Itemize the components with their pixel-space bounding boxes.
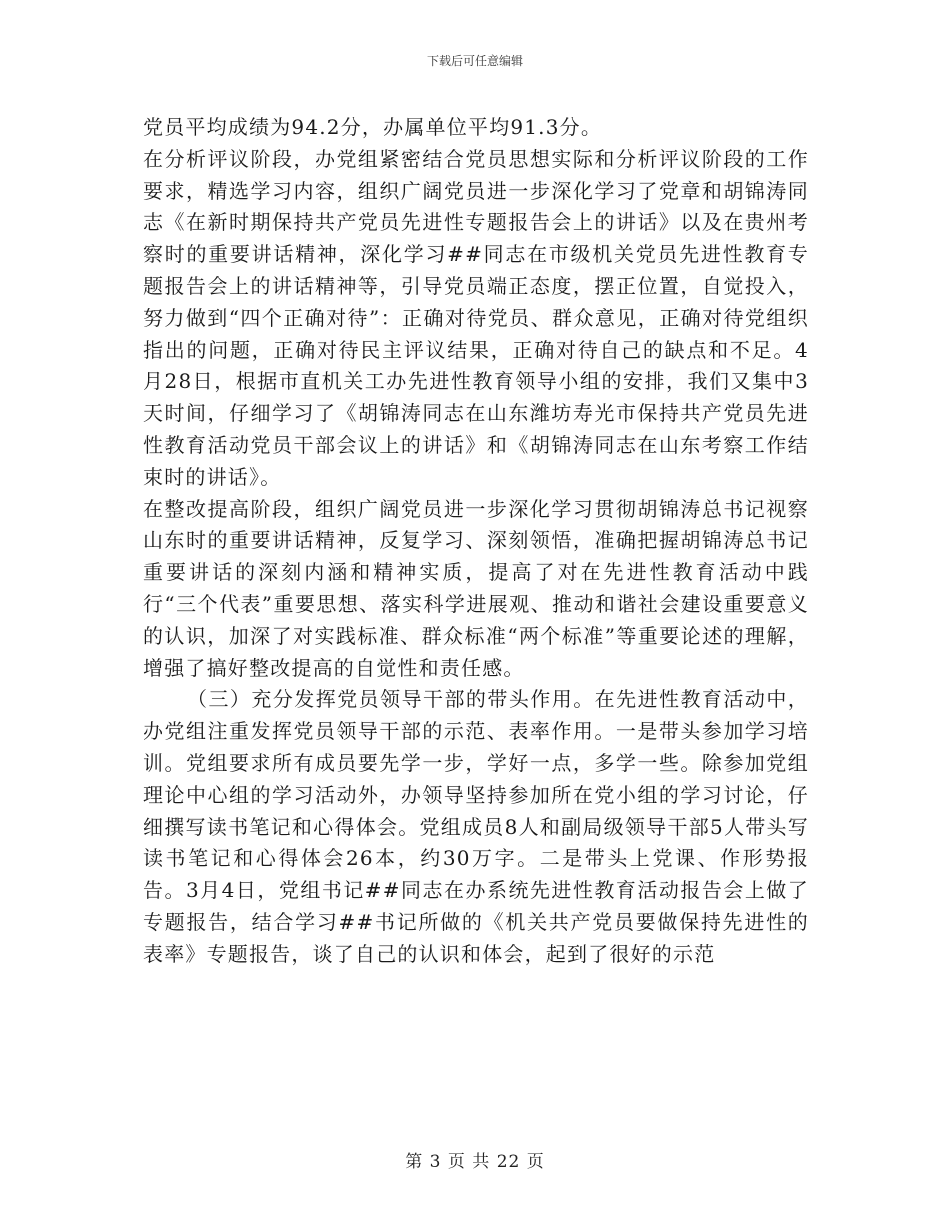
document-body xyxy=(143,112,809,971)
page-number: 第 3 页 共 22 页 xyxy=(405,1152,545,1172)
paragraph-leading-role: （三）充分发挥党员领导干部的带头作用。在先进性教育活动中，办党组注重发挥党员领导干部的示范、表率作用。一是带头参加学习培训。党组要求所有成员要先学一步，学好一点，多学一些。除参加党组理论中心组的学习活动外，办领导坚持参加所在党小组的学习讨论，仔细撰写读书笔记和心得体会。党组成员8人和副局级领导干部5人带头写读书笔记和心得体会26本，约30万字。二是带头上党课、作形势报告。3月4日，党组书记##同志在办系统先进性教育活动报告会上做了专题报告，结合学习##书记所做的《机关共产党员要做保持先进性的表率》专题报告，谈了自己的认识和体会，起到了很好的示范 xyxy=(143,687,809,966)
page-header-note: 下载后可任意编辑 xyxy=(426,54,523,68)
paragraph-rectification-stage: 在整改提高阶段，组织广阔党员进一步深化学习贯彻胡锦涛总书记视察山东时的重要讲话精神，反复学习、深刻领悟，准确把握胡锦涛总书记重要讲话的深刻内涵和精神实质，提高了对在先进性教育活动中践行“三个代表”重要思想、落实科学进展观、推动和谐社会建设重要意义的认识，加深了对实践标准、群众标准“两个标准”等重要论述的理解，增强了搞好整改提高的自觉性和责任感。 xyxy=(143,496,809,680)
paragraph-scores: 党员平均成绩为94.2分，办属单位平均91.3分。 xyxy=(143,115,603,139)
paragraph-analysis-stage: 在分析评议阶段，办党组紧密结合党员思想实际和分析评议阶段的工作要求，精选学习内容，组织广阔党员进一步深化学习了党章和胡锦涛同志《在新时期保持共产党员先进性专题报告会上的讲话》以及在贵州考察时的重要讲话精神，深化学习##同志在市级机关党员先进性教育专题报告会上的讲话精神等，引导党员端正态度，摆正位置，自觉投入，努力做到“四个正确对待”：正确对待党员、群众意见，正确对待党组织指出的问题，正确对待民主评议结果，正确对待自己的缺点和不足。4月28日，根据市直机关工办先进性教育领导小组的安排，我们又集中3天时间，仔细学习了《胡锦涛同志在山东潍坊寿光市保持共产党员先进性教育活动党员干部会议上的讲话》和《胡锦涛同志在山东考察工作结束时的讲话》。 xyxy=(143,146,809,489)
